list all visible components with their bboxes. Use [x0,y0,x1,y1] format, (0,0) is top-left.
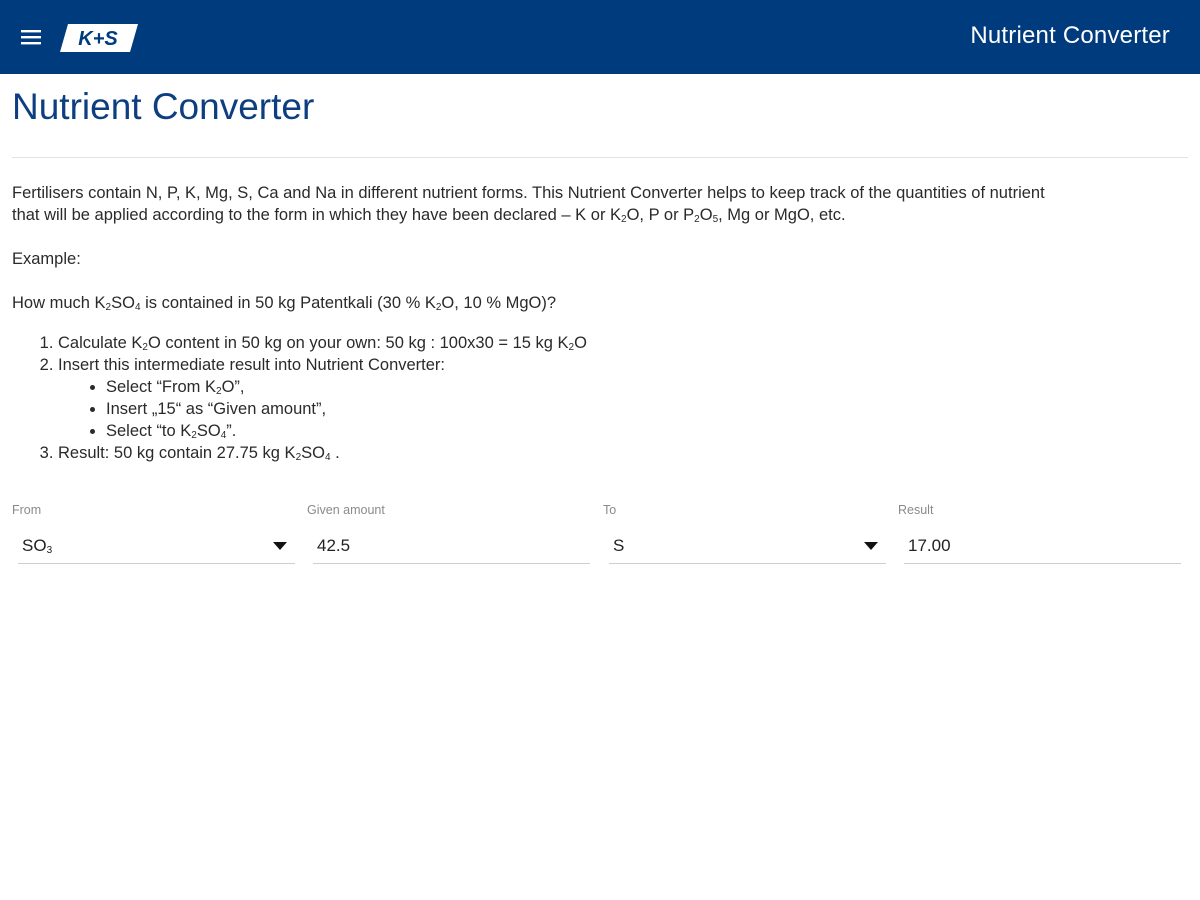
converter-form [12,503,1188,573]
ks-logo[interactable] [60,24,138,52]
given-amount-field [307,503,587,567]
given-amount-value: 42.5 [317,536,351,555]
to-field [603,503,883,567]
page-title: Nutrient Converter [12,86,315,127]
sub-step-item: • Insert „15“ as “Given amount”, [106,398,1188,420]
from-select[interactable] [18,529,295,564]
sub-steps-list [58,376,1188,442]
sub-step-item: • Select “From $K_2O$”, [106,376,1188,398]
to-value: S [613,536,625,555]
given-amount-input[interactable] [313,529,590,564]
result-output [904,529,1181,564]
menu-button[interactable] [14,21,48,53]
divider [12,157,1188,158]
from-field [12,503,292,567]
app-bar-title: Nutrient Converter [970,22,1170,49]
example-question: How much $K_2SO_4$ is contained in 50 kg Patentkali (30 % $K_2O$, 10 % MgO)? [12,294,557,313]
result-value: 17.00 [908,536,951,555]
example-label: Example: [12,250,81,268]
step-item: 3. Result: 50 kg contain 27.75 kg $K_2SO_4$ . [58,442,1188,464]
result-label: Result [898,503,934,517]
app-bar [0,0,1200,74]
dropdown-arrow-icon [273,542,287,550]
to-select[interactable] [609,529,886,564]
steps-list [12,332,1188,464]
intro-paragraph: Fertilisers contain N, P, K, Mg, S, Ca and Na in different nutrient forms. This Nutrient Converter helps to keep track of the quantities of nutrient that will be applied according to the form in which they have been declared – K or $K_2O$, P or $P_2O_5$, Mg or MgO, etc. [12,184,1045,225]
from-label: From [12,503,42,517]
to-label: To [603,503,617,517]
hamburger-menu-icon [21,29,41,45]
step-item: 1. Calculate $K_2O$ content in 50 kg on your own: 50 kg : 100x30 = 15 kg $K_2O$ [58,332,1188,354]
given-amount-label: Given amount [307,503,385,517]
from-value: $SO_3$ [22,536,53,556]
result-field [898,503,1178,567]
description [12,182,1188,464]
dropdown-arrow-icon [864,542,878,550]
logo-text: K+S [78,28,118,50]
sub-step-item: • Select “to $K_2SO_4$”. [106,420,1188,442]
step-item: 2. Insert this intermediate result into Nutrient Converter: • Select “From $K_2O$”, • Insert „15“ as “Given amount”, • Select “to $K_2SO_4$”. [58,354,1188,442]
